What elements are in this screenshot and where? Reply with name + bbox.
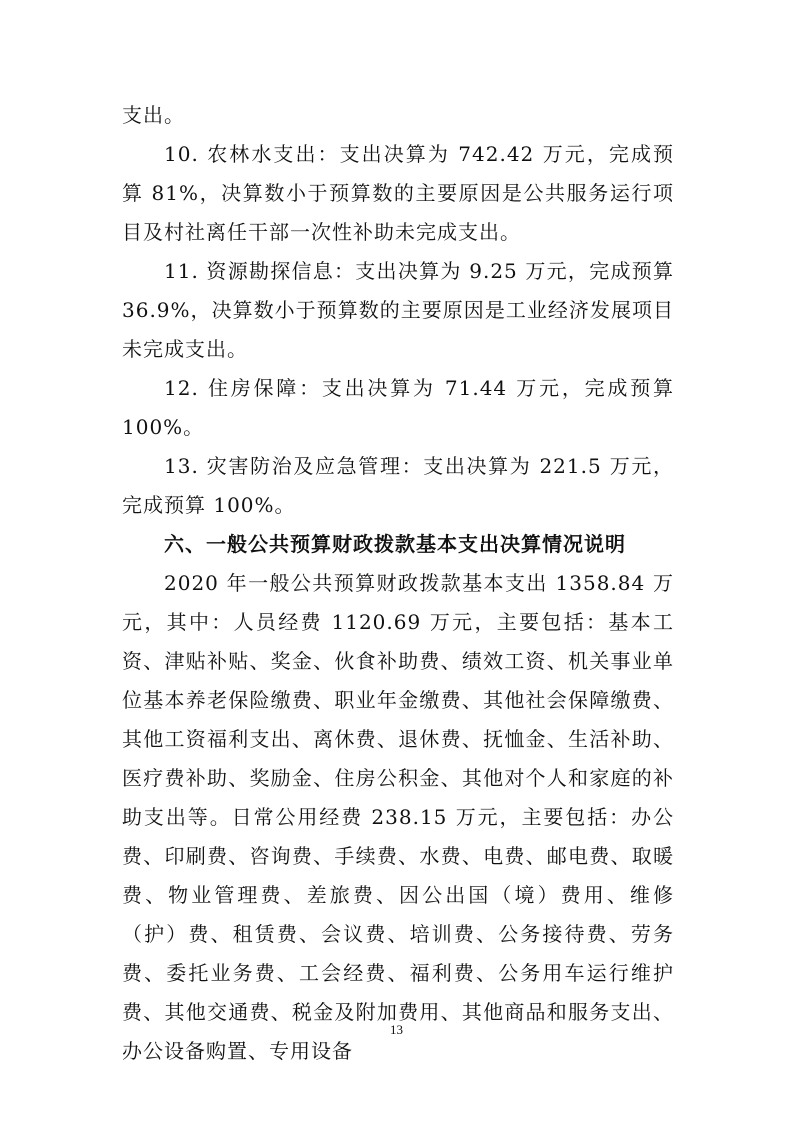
paragraph-item-12: 12. 住房保障：支出决算为 71.44 万元，完成预算 100%。 <box>122 376 674 439</box>
paragraph-item-10: 10. 农林水支出：支出决算为 742.42 万元，完成预算 81%，决算数小于预算数的主要原因是公共服务运行项目及村社离任干部一次性补助未完成支出。 <box>122 142 674 244</box>
paragraph-item-13: 13. 灾害防治及应急管理：支出决算为 221.5 万元，完成预算 100%。 <box>122 454 674 517</box>
paragraph-continuation: 支出。 <box>122 103 185 127</box>
page-number: 13 <box>390 1022 403 1037</box>
paragraph-item-11: 11. 资源勘探信息：支出决算为 9.25 万元，完成预算 36.9%，决算数小于预算数的主要原因是工业经济发展项目未完成支出。 <box>122 259 674 361</box>
body-text <box>122 96 674 1071</box>
paragraph-basic-expenditure: 2020 年一般公共预算财政拨款基本支出 1358.84 万元，其中：人员经费 1120.69 万元，主要包括：基本工资、津贴补贴、奖金、伙食补助费、绩效工资、机关事业单位基本养老保险缴费、职业年金缴费、其他社会保障缴费、其他工资福利支出、离休费、退休费、抚恤金、生活补助、医疗费补助、奖励金、住房公积金、其他对个人和家庭的补助支出等。日常公用经费 238.15 万元，主要包括：办公费、印刷费、咨询费、手续费、水费、电费、邮电费、取暖费、物业管理费、差旅费、因公出国（境）费用、维修（护）费、租赁费、会议费、培训费、公务接待费、劳务费、委托业务费、工会经费、福利费、公务用车运行维护费、其他交通费、税金及附加费用、其他商品和服务支出、办公设备购置、专用设备 <box>122 571 674 1063</box>
section-heading: 六、一般公共预算财政拨款基本支出决算情况说明 <box>164 532 626 556</box>
